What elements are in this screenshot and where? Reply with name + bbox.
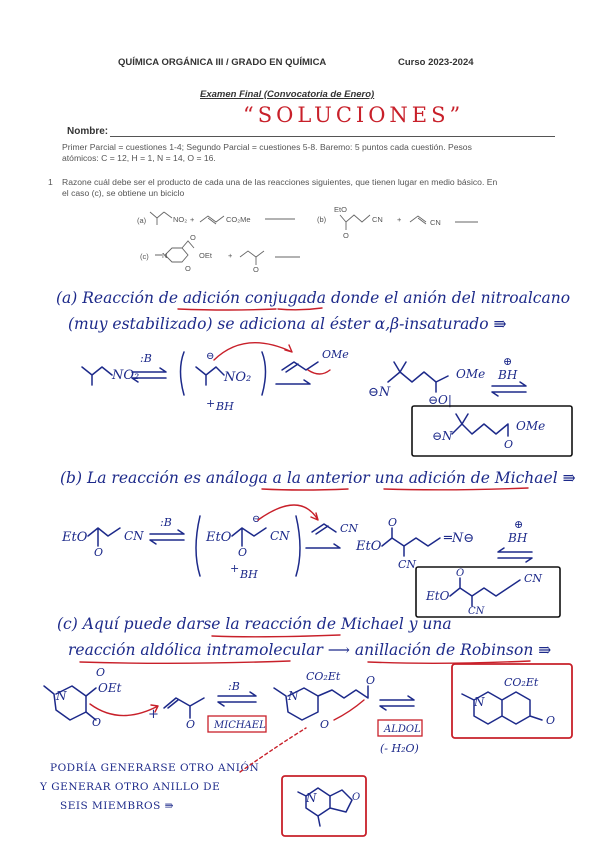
svg-text:O: O (94, 546, 104, 559)
mechanism-a (82, 343, 572, 456)
svg-text:EtO: EtO (62, 530, 88, 545)
svg-text:O: O (388, 516, 398, 529)
svg-text:BH: BH (508, 531, 528, 545)
note-line-3: SEIS MIEMBROS ⇛ (60, 800, 174, 812)
underline-adicion-conjugada (178, 308, 322, 310)
svg-text:O: O (96, 666, 106, 679)
svg-text:OEt: OEt (199, 251, 212, 260)
svg-text:N: N (56, 689, 67, 703)
svg-text:CO₂Et: CO₂Et (306, 670, 341, 683)
svg-text:CN: CN (340, 522, 359, 535)
svg-text:+: + (397, 215, 402, 224)
underline-reaccion-michael (212, 635, 340, 637)
svg-text:N: N (306, 791, 317, 805)
svg-text:O: O (320, 718, 330, 731)
svg-text:+: + (228, 251, 233, 260)
svg-text:O: O (186, 718, 196, 731)
label-part-a: (a) (137, 216, 147, 225)
answer-a-line-1: (a) Reacción de adición conjugada donde el anión del nitroalcano (56, 289, 571, 307)
svg-text:O: O (366, 674, 376, 687)
underline-anterior (262, 489, 348, 490)
svg-text:⊖O|: ⊖O| (428, 393, 452, 407)
svg-text:═N⊖: ═N⊖ (444, 531, 475, 546)
underline-adicion-michael (384, 488, 528, 490)
svg-text:NO₂: NO₂ (173, 215, 188, 224)
svg-text:CO₂Et: CO₂Et (504, 676, 539, 689)
svg-text:⊖: ⊖ (206, 351, 215, 362)
instructions-line-1: Primer Parcial = cuestiones 1-4; Segundo Parcial = cuestiones 5-8. Baremo: 5 puntos cada cuestión. Pesos (62, 142, 472, 152)
svg-text:O: O (253, 265, 259, 274)
svg-text:⊖N: ⊖N (432, 429, 453, 443)
svg-text:+: + (148, 707, 159, 722)
svg-text:NO₂: NO₂ (112, 368, 140, 383)
exam-title: Examen Final (Convocatoria de Enero) (200, 89, 375, 100)
note-line-2: Y GENERAR OTRO ANILLO DE (40, 781, 221, 793)
svg-text:O: O (238, 546, 248, 559)
svg-text:O: O (546, 714, 556, 727)
svg-text:BH: BH (216, 400, 234, 413)
instructions-line-2: atómicos: C = 12, H = 1, N = 14, O = 16. (62, 153, 216, 163)
svg-text::B: :B (228, 680, 240, 693)
svg-text:EtO: EtO (426, 589, 450, 603)
underline-robinson (368, 661, 530, 663)
question-line-2: el caso (c), se obtiene un biciclo (62, 188, 185, 198)
answer-b-line-1: (b) La reacción es análoga a la anterior una adición de Michael ⇛ (60, 469, 576, 487)
aldol-label: ALDOL (384, 724, 421, 735)
solutions-title: “SOLUCIONES” (243, 103, 465, 127)
question-structures (137, 205, 478, 274)
question-number: 1 (48, 177, 53, 187)
svg-text:EtO: EtO (206, 530, 232, 545)
svg-text:BH: BH (240, 568, 258, 581)
svg-text:NO₂: NO₂ (224, 370, 252, 385)
svg-text:O: O (185, 264, 191, 273)
svg-text:CN: CN (524, 572, 543, 585)
svg-text::B: :B (160, 516, 172, 529)
answer-a-line-2: (muy estabilizado) se adiciona al éster α,β-insaturado ⇛ (68, 315, 507, 333)
svg-text:OEt: OEt (98, 681, 122, 695)
svg-text:O: O (92, 716, 102, 729)
name-label: Nombre: (67, 126, 109, 137)
svg-text:N: N (288, 689, 299, 703)
michael-label: MICHAEL (214, 720, 266, 731)
svg-text:+: + (230, 562, 240, 575)
underline-aldolica (80, 661, 290, 663)
answer-c-line-1: (c) Aquí puede darse la reacción de Michael y una (57, 615, 452, 633)
svg-text:N: N (474, 695, 485, 709)
svg-text:O: O (504, 438, 514, 451)
svg-text:+: + (190, 215, 195, 224)
svg-text:(c): (c) (140, 252, 149, 261)
svg-text:OMe: OMe (516, 419, 546, 433)
course-title: QUÍMICA ORGÁNICA III / GRADO EN QUÍMICA (118, 57, 327, 68)
svg-text:OMe: OMe (322, 348, 349, 361)
svg-text:+: + (206, 397, 216, 410)
svg-text:N: N (162, 251, 168, 260)
course-year: Curso 2023-2024 (398, 57, 474, 68)
svg-text:⊕: ⊕ (514, 518, 524, 531)
svg-text:CN: CN (398, 558, 417, 571)
svg-text:CN: CN (468, 606, 485, 617)
svg-text:O: O (343, 231, 349, 240)
svg-text:O: O (352, 792, 361, 803)
mechanism-c (44, 664, 572, 836)
svg-text:O: O (190, 233, 196, 242)
question-line-1: Razone cuál debe ser el producto de cada una de las reacciones siguientes, que tienen lugar en medio básico. En (62, 177, 498, 187)
note-line-1: PODRÍA GENERARSE OTRO ANIÓN (50, 762, 260, 774)
svg-text:EtO: EtO (356, 539, 382, 554)
svg-text:(b): (b) (317, 215, 327, 224)
svg-text:CN: CN (372, 215, 383, 224)
svg-text:BH: BH (498, 368, 518, 382)
mechanism-b (61, 505, 560, 617)
svg-text:⊖N: ⊖N (368, 385, 391, 400)
svg-text:CN: CN (270, 529, 290, 543)
svg-text:⊕: ⊕ (503, 355, 513, 368)
svg-text:⊖: ⊖ (252, 514, 261, 525)
svg-text:EtO: EtO (334, 205, 347, 214)
answer-c-line-2: reacción aldólica intramolecular ⟶ anillación de Robinson ⇛ (68, 641, 552, 659)
svg-text:O: O (456, 568, 465, 579)
svg-text::B: :B (140, 352, 152, 365)
minus-water-label: (- H₂O) (380, 742, 419, 755)
svg-text:CO₂Me: CO₂Me (226, 215, 251, 224)
svg-text:CN: CN (124, 529, 144, 543)
svg-text:CN: CN (430, 218, 441, 227)
svg-text:OMe: OMe (456, 367, 486, 381)
